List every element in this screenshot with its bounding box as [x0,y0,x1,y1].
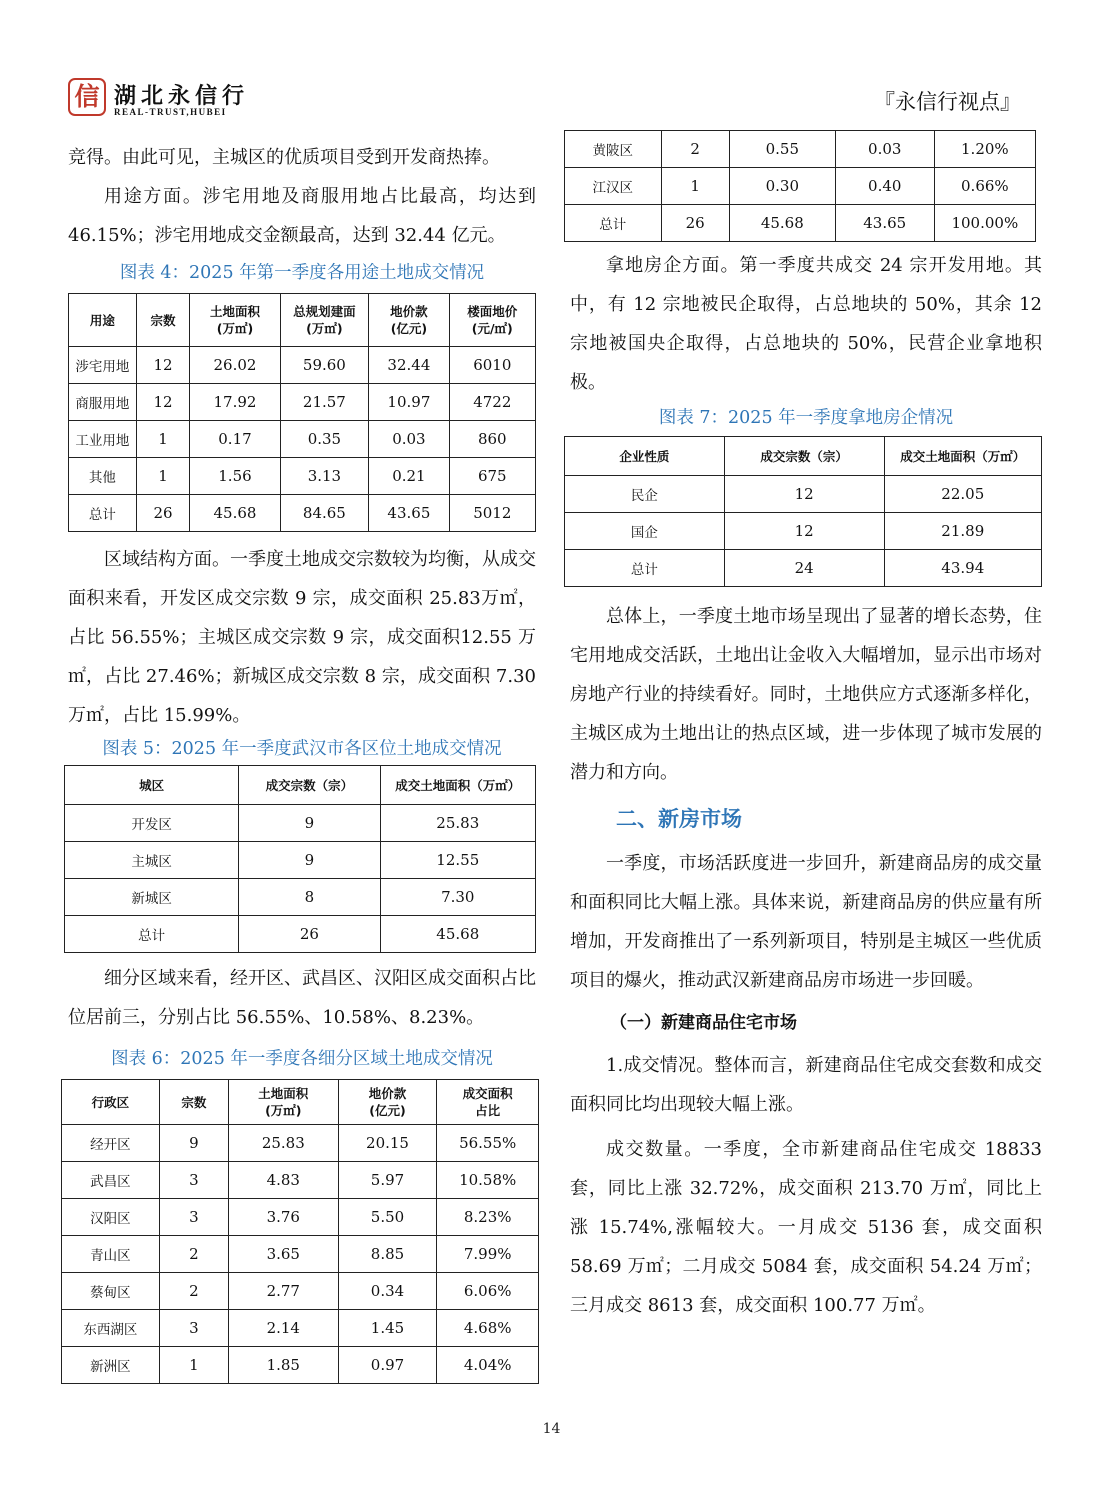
paragraph: 细分区域来看，经开区、武昌区、汉阳区成交面积占比位居前三，分别占比 56.55%、10.58%、8.23%。 [68,968,536,1028]
table-cell: 3 [159,1199,228,1236]
table-cell: 100.00% [934,205,1035,242]
report-series-title: 『永信行视点』 [874,90,1021,114]
table-cell: 2.14 [228,1310,338,1347]
logo-subtitle: REAL-TRUST,HUBEI [114,107,227,117]
land-use-table [68,293,536,532]
table-cell: 1 [136,458,190,495]
table-caption: 图表 7：2025 年一季度拿地房企情况 [658,408,954,428]
table-cell: 6.06% [437,1273,539,1310]
table-cell: 2 [159,1273,228,1310]
subdistrict-table-continued [564,130,1036,242]
table-cell: 9 [239,842,380,879]
table-cell: 0.40 [835,168,934,205]
table-cell: 4.04% [437,1347,539,1384]
table-header-row [565,437,1042,476]
table-cell: 0.30 [729,168,835,205]
table-row [62,1347,539,1384]
table-header-row [69,294,536,347]
table-cell: 9 [159,1125,228,1162]
column-header: 成交宗数（宗） [239,766,380,805]
table-header-row [62,1080,539,1125]
table-cell: 青山区 [62,1236,160,1273]
column-header: 土地面积 (万㎡) [190,294,280,347]
table-cell: 4.83 [228,1162,338,1199]
table-cell: 860 [449,421,535,458]
table-cell: 0.03 [835,131,934,168]
column-header: 成交宗数（宗） [724,437,884,476]
table-cell: 0.97 [338,1347,437,1384]
table-cell: 21.89 [884,513,1041,550]
table-cell: 涉宅用地 [69,347,137,384]
table-cell: 1.20% [934,131,1035,168]
table-row [62,1125,539,1162]
right-column [570,130,1042,1325]
table-row [565,513,1042,550]
table-cell: 总计 [565,550,725,587]
table-row [69,458,536,495]
table-row [62,1162,539,1199]
table-header-row [65,766,536,805]
table-row [62,1310,539,1347]
table-cell: 3.13 [280,458,369,495]
table-cell: 新城区 [65,879,239,916]
table-cell: 10.97 [369,384,449,421]
column-header: 宗数 [159,1080,228,1125]
table-cell: 4.68% [437,1310,539,1347]
table-cell: 其他 [69,458,137,495]
table-cell: 汉阳区 [62,1199,160,1236]
table-cell: 经开区 [62,1125,160,1162]
column-header: 用途 [69,294,137,347]
paragraph: 1.成交情况。整体而言，新建商品住宅成交套数和成交面积同比均出现较大幅上涨。 [570,1055,1042,1115]
table-cell: 民企 [565,476,725,513]
table-cell: 675 [449,458,535,495]
table-caption: 图表 5：2025 年一季度武汉市各区位土地成交情况 [102,739,502,759]
company-logo [68,78,268,120]
paragraph: 成交数量。一季度，全市新建商品住宅成交 18833 套，同比上涨 32.72%，成交面积 213.70 万㎡，同比上涨 15.74%,涨幅较大。一月成交 5136 套，成交面积 58.69 万㎡；二月成交 5084 套，成交面积 54.24 万㎡；三月成交 8613 套，成交面积 100.77 万㎡。 [570,1139,1042,1316]
table-cell: 1.45 [338,1310,437,1347]
column-header: 宗数 [136,294,190,347]
table-cell: 45.68 [380,916,535,953]
table-row [565,205,1036,242]
table-cell: 1 [136,421,190,458]
table-cell: 蔡甸区 [62,1273,160,1310]
table-cell: 开发区 [65,805,239,842]
table-row [65,916,536,953]
table-row [65,842,536,879]
paragraph: 用途方面。涉宅用地及商服用地占比最高，均达到46.15%；涉宅用地成交金额最高，达到 32.44 亿元。 [68,186,536,246]
page-number: 14 [542,1421,561,1437]
table-cell: 43.65 [835,205,934,242]
column-header: 成交土地面积（万㎡） [884,437,1041,476]
subdistrict-table [61,1079,539,1384]
table-cell: 84.65 [280,495,369,532]
logo-name: 湖北永信行 [114,84,250,109]
table-cell: 12 [724,476,884,513]
table-row [565,168,1036,205]
district-table [64,765,536,953]
table-cell: 新洲区 [62,1347,160,1384]
logo-seal-icon: 信 [68,78,106,116]
table-cell: 10.58% [437,1162,539,1199]
table-row [565,550,1042,587]
column-header: 土地面积 (万㎡) [228,1080,338,1125]
table-cell: 2 [661,131,729,168]
table-cell: 0.03 [369,421,449,458]
table-cell: 国企 [565,513,725,550]
column-header: 楼面地价 (元/㎡) [449,294,535,347]
table-cell: 0.21 [369,458,449,495]
table-cell: 59.60 [280,347,369,384]
table-caption: 图表 4：2025 年第一季度各用途土地成交情况 [119,263,485,283]
table-cell: 东西湖区 [62,1310,160,1347]
table-cell: 3 [159,1162,228,1199]
table-cell: 武昌区 [62,1162,160,1199]
column-header: 企业性质 [565,437,725,476]
developer-table [564,436,1042,587]
table-row [69,384,536,421]
table-cell: 9 [239,805,380,842]
column-header: 总规划建面 (万㎡) [280,294,369,347]
table-cell: 商服用地 [69,384,137,421]
table-cell: 黄陂区 [565,131,662,168]
column-header: 城区 [65,766,239,805]
table-cell: 26 [136,495,190,532]
column-header: 成交面积 占比 [437,1080,539,1125]
table-cell: 0.55 [729,131,835,168]
subsection-title: （一）新建商品住宅市场 [610,1013,797,1033]
table-row [69,495,536,532]
table-row [62,1273,539,1310]
table-cell: 56.55% [437,1125,539,1162]
table-cell: 0.17 [190,421,280,458]
table-cell: 24 [724,550,884,587]
table-row [62,1236,539,1273]
table-cell: 工业用地 [69,421,137,458]
table-cell: 12.55 [380,842,535,879]
table-cell: 45.68 [190,495,280,532]
table-cell: 12 [724,513,884,550]
table-row [69,347,536,384]
table-cell: 2 [159,1236,228,1273]
table-caption: 图表 6：2025 年一季度各细分区域土地成交情况 [111,1049,493,1069]
table-cell: 3 [159,1310,228,1347]
table-cell: 3.76 [228,1199,338,1236]
table-cell: 2.77 [228,1273,338,1310]
table-cell: 26.02 [190,347,280,384]
column-header: 地价款 (亿元) [338,1080,437,1125]
table-cell: 7.30 [380,879,535,916]
table-cell: 0.66% [934,168,1035,205]
table-cell: 32.44 [369,347,449,384]
table-cell: 5012 [449,495,535,532]
table-cell: 8 [239,879,380,916]
table-row [65,805,536,842]
table-cell: 22.05 [884,476,1041,513]
table-cell: 4722 [449,384,535,421]
table-cell: 3.65 [228,1236,338,1273]
table-cell: 25.83 [380,805,535,842]
paragraph: 总体上，一季度土地市场呈现出了显著的增长态势，住宅用地成交活跃，土地出让金收入大幅增加，显示出市场对房地产行业的持续看好。同时，土地供应方式逐渐多样化，主城区成为土地出让的热点区域，进一步体现了城市发展的潜力和方向。 [570,606,1042,783]
table-cell: 8.85 [338,1236,437,1273]
table-cell: 江汉区 [565,168,662,205]
table-cell: 总计 [69,495,137,532]
paragraph: 拿地房企方面。第一季度共成交 24 宗开发用地。其中，有 12 宗地被民企取得，占总地块的 50%，其余 12 宗地被国央企取得，占总地块的 50%，民营企业拿地积极。 [570,255,1042,393]
table-row [65,879,536,916]
table-cell: 7.99% [437,1236,539,1273]
table-row [565,131,1036,168]
table-row [565,476,1042,513]
table-cell: 主城区 [65,842,239,879]
table-cell: 17.92 [190,384,280,421]
table-cell: 25.83 [228,1125,338,1162]
table-cell: 总计 [565,205,662,242]
column-header: 行政区 [62,1080,160,1125]
table-row [69,421,536,458]
table-cell: 1 [661,168,729,205]
table-cell: 1.85 [228,1347,338,1384]
left-column [68,138,536,1384]
table-cell: 总计 [65,916,239,953]
table-cell: 26 [239,916,380,953]
table-cell: 12 [136,384,190,421]
table-cell: 1.56 [190,458,280,495]
paragraph: 一季度，市场活跃度进一步回升，新建商品房的成交量和面积同比大幅上涨。具体来说，新建商品房的供应量有所增加，开发商推出了一系列新项目，特别是主城区一些优质项目的爆火，推动武汉新建商品房市场进一步回暖。 [570,853,1042,991]
table-cell: 45.68 [729,205,835,242]
table-cell: 6010 [449,347,535,384]
table-cell: 5.50 [338,1199,437,1236]
column-header: 成交土地面积（万㎡） [380,766,535,805]
paragraph: 竞得。由此可见，主城区的优质项目受到开发商热捧。 [68,147,500,168]
table-cell: 0.35 [280,421,369,458]
section-title: 二、新房市场 [616,807,742,831]
column-header: 地价款 (亿元) [369,294,449,347]
table-cell: 20.15 [338,1125,437,1162]
table-cell: 43.65 [369,495,449,532]
paragraph: 区域结构方面。一季度土地成交宗数较为均衡，从成交面积来看，开发区成交宗数 9 宗，成交面积 25.83万㎡，占比 56.55%；主城区成交宗数 9 宗，成交面积12.55 万㎡，占比 27.46%；新城区成交宗数 8 宗，成交面积 7.30 万㎡，占比 15.99%。 [68,549,536,726]
table-cell: 5.97 [338,1162,437,1199]
table-row [62,1199,539,1236]
table-cell: 21.57 [280,384,369,421]
table-cell: 26 [661,205,729,242]
table-cell: 43.94 [884,550,1041,587]
table-cell: 0.34 [338,1273,437,1310]
table-cell: 12 [136,347,190,384]
table-cell: 1 [159,1347,228,1384]
table-cell: 8.23% [437,1199,539,1236]
